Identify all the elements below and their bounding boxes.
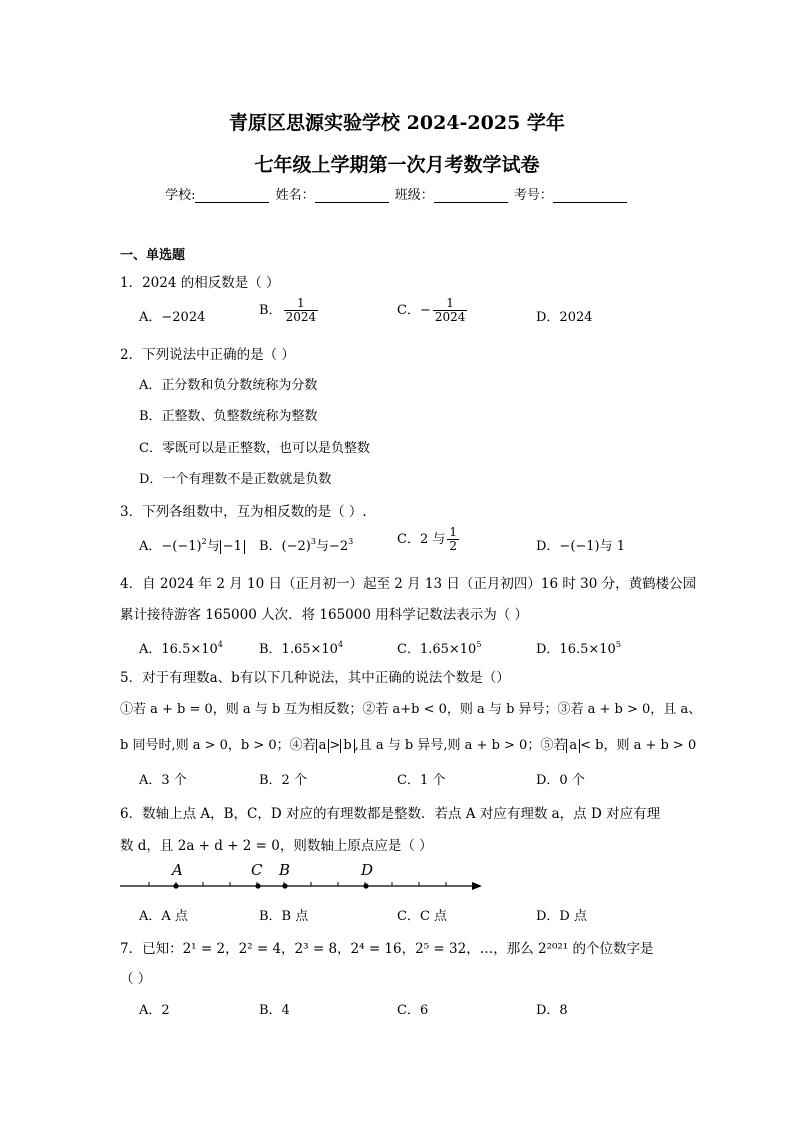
q3-b-part1: B．(−2) <box>259 539 311 554</box>
point-d-label: D <box>361 861 374 879</box>
q4-b-exponent: 4 <box>337 640 344 649</box>
q5-abs-a-2: a <box>566 739 580 753</box>
q2-option-c[interactable]: C．零既可以是正整数，也可以是负整数 <box>139 441 370 456</box>
q5-option-c[interactable]: C．1 个 <box>397 773 446 788</box>
q5-line2-part1: b 同号时,则 a > 0，b > 0；④若 <box>120 738 316 753</box>
class-label: 班级： <box>394 188 434 203</box>
q4-b-text: B．1.65×10 <box>259 642 338 657</box>
question-5-stem: 5．对于有理数a、b有以下几种说法，其中正确的说法个数是（） <box>120 670 510 686</box>
name-label: 姓名： <box>275 188 315 203</box>
question-7-line1: 7．已知：2¹ = 2，2² = 4，2³ = 8，2⁴ = 16，2⁵ = 32，…，那么 2²⁰²¹ 的个位数字是 <box>120 941 654 957</box>
q3-a-part2: 与 <box>206 539 220 554</box>
q3-c-label: C．2 与 <box>397 532 446 547</box>
q5-line2-part3: < b，则 a + b > 0 <box>580 738 697 753</box>
point-c-dot <box>255 883 260 888</box>
q1-option-d[interactable]: D．2024 <box>536 310 593 325</box>
q3-a-absolute: −1 <box>220 540 245 554</box>
q3-option-b[interactable] <box>259 535 353 554</box>
q5-option-d[interactable]: D．0 个 <box>536 773 585 788</box>
q2-option-d[interactable]: D．一个有理数不是正数就是负数 <box>139 472 332 487</box>
q4-a-exponent: 4 <box>217 640 223 649</box>
student-info-line <box>0 184 794 203</box>
q7-option-b[interactable]: B．4 <box>259 1003 290 1018</box>
point-b-label: B <box>279 861 291 879</box>
q5-abs-a: a <box>316 739 330 753</box>
exam-number-blank[interactable] <box>553 190 627 203</box>
q1-option-b[interactable] <box>259 297 320 324</box>
q6-option-b[interactable]: B．B 点 <box>259 909 309 924</box>
q1-option-b-fraction: $\frac{1}{2024}$ <box>285 296 317 324</box>
q3-option-a[interactable] <box>139 535 245 554</box>
q3-option-d[interactable]: D．−(−1)与 1 <box>536 539 626 554</box>
q7-option-c[interactable]: C．6 <box>397 1003 429 1018</box>
question-4-line1: 4．自 2024 年 2 月 10 日（正月初一）起至 2 月 13 日（正月初四）16 时 30 分，黄鹤楼公园 <box>120 576 697 592</box>
school-label: 学校: <box>165 188 196 203</box>
question-5-line1: ①若 a + b = 0，则 a 与 b 互为相反数；②若 a+b < 0，则 a 与 b 异号；③若 a + b > 0，且 a、 <box>120 702 702 717</box>
q1-option-b-label: B． <box>259 303 282 318</box>
q2-option-b[interactable]: B．正整数、负整数统称为整数 <box>139 409 318 424</box>
q4-d-exponent: 5 <box>615 640 621 649</box>
q3-a-exponent: 2 <box>201 537 207 546</box>
question-7-line2: （ ） <box>120 971 152 987</box>
q3-b-exponent1: 3 <box>310 537 316 546</box>
q3-b-part2: 与−2 <box>315 539 349 554</box>
question-3-stem: 3．下列各组数中，互为相反数的是（ ）. <box>120 504 367 520</box>
number-line-arrow <box>472 882 482 890</box>
exam-subtitle: 七年级上学期第一次月考数学试卷 <box>254 154 540 176</box>
question-5-line2 <box>120 734 696 753</box>
question-1-stem: 1．2024 的相反数是（ ） <box>120 275 280 291</box>
exam-number-label: 考号： <box>513 188 553 203</box>
q5-option-b[interactable]: B．2 个 <box>259 773 307 788</box>
q2-option-a[interactable]: A．正分数和负分数统称为分数 <box>139 378 318 393</box>
point-a-label: A <box>172 861 183 879</box>
question-4-line2: 累计接待游客 165000 人次．将 165000 用科学记数法表示为（ ） <box>120 607 529 623</box>
q4-option-c[interactable] <box>397 638 481 657</box>
class-blank[interactable] <box>434 190 508 203</box>
q4-option-d[interactable] <box>536 638 621 657</box>
q3-c-fraction: $\frac{1}{2}$ <box>449 525 457 553</box>
q5-abs-b: b <box>340 739 354 753</box>
q3-option-c[interactable] <box>397 526 461 553</box>
q4-c-exponent: 5 <box>476 640 482 649</box>
exam-title: 青原区思源实验学校 2024-2025 学年 <box>229 112 565 134</box>
q3-b-exponent2: 3 <box>348 537 354 546</box>
q5-greater-sign: > <box>329 738 341 753</box>
q3-a-part1: A．−(−1) <box>139 539 202 554</box>
q4-d-text: D．16.5×10 <box>536 642 616 657</box>
q4-c-text: C．1.65×10 <box>397 642 477 657</box>
q7-option-a[interactable]: A．2 <box>139 1003 170 1018</box>
point-d-dot <box>363 883 368 888</box>
number-line <box>118 856 488 898</box>
q4-option-b[interactable] <box>259 638 343 657</box>
question-6-line2: 数 d，且 2a + d + 2 = 0，则数轴上原点应是（ ） <box>120 838 433 854</box>
school-blank[interactable] <box>195 190 269 203</box>
q4-a-text: A．16.5×10 <box>139 642 218 657</box>
point-c-label: C <box>251 861 263 879</box>
point-b-dot <box>282 883 287 888</box>
q6-option-a[interactable]: A．A 点 <box>139 909 188 924</box>
point-a-dot <box>173 883 178 888</box>
q1-option-c-label: C．− <box>397 303 431 318</box>
question-6-line1: 6．数轴上点 A，B，C，D 对应的有理数都是整数．若点 A 对应有理数 a，点 D 对应有理 <box>120 806 661 822</box>
name-blank[interactable] <box>315 190 389 203</box>
q1-option-c[interactable] <box>397 297 469 324</box>
q1-option-c-fraction: $\frac{1}{2024}$ <box>434 296 466 324</box>
q7-option-d[interactable]: D．8 <box>536 1003 568 1018</box>
q6-option-c[interactable]: C．C 点 <box>397 909 448 924</box>
q5-option-a[interactable]: A．3 个 <box>139 773 187 788</box>
q4-option-a[interactable] <box>139 638 223 657</box>
q6-option-d[interactable]: D．D 点 <box>536 909 587 924</box>
question-2-stem: 2．下列说法中正确的是（ ） <box>120 347 295 363</box>
section-heading: 一、单选题 <box>120 248 186 263</box>
q5-line2-part2: ,且 a 与 b 异号,则 a + b > 0；⑤若 <box>354 738 567 753</box>
q1-option-a[interactable]: A．−2024 <box>139 310 206 325</box>
